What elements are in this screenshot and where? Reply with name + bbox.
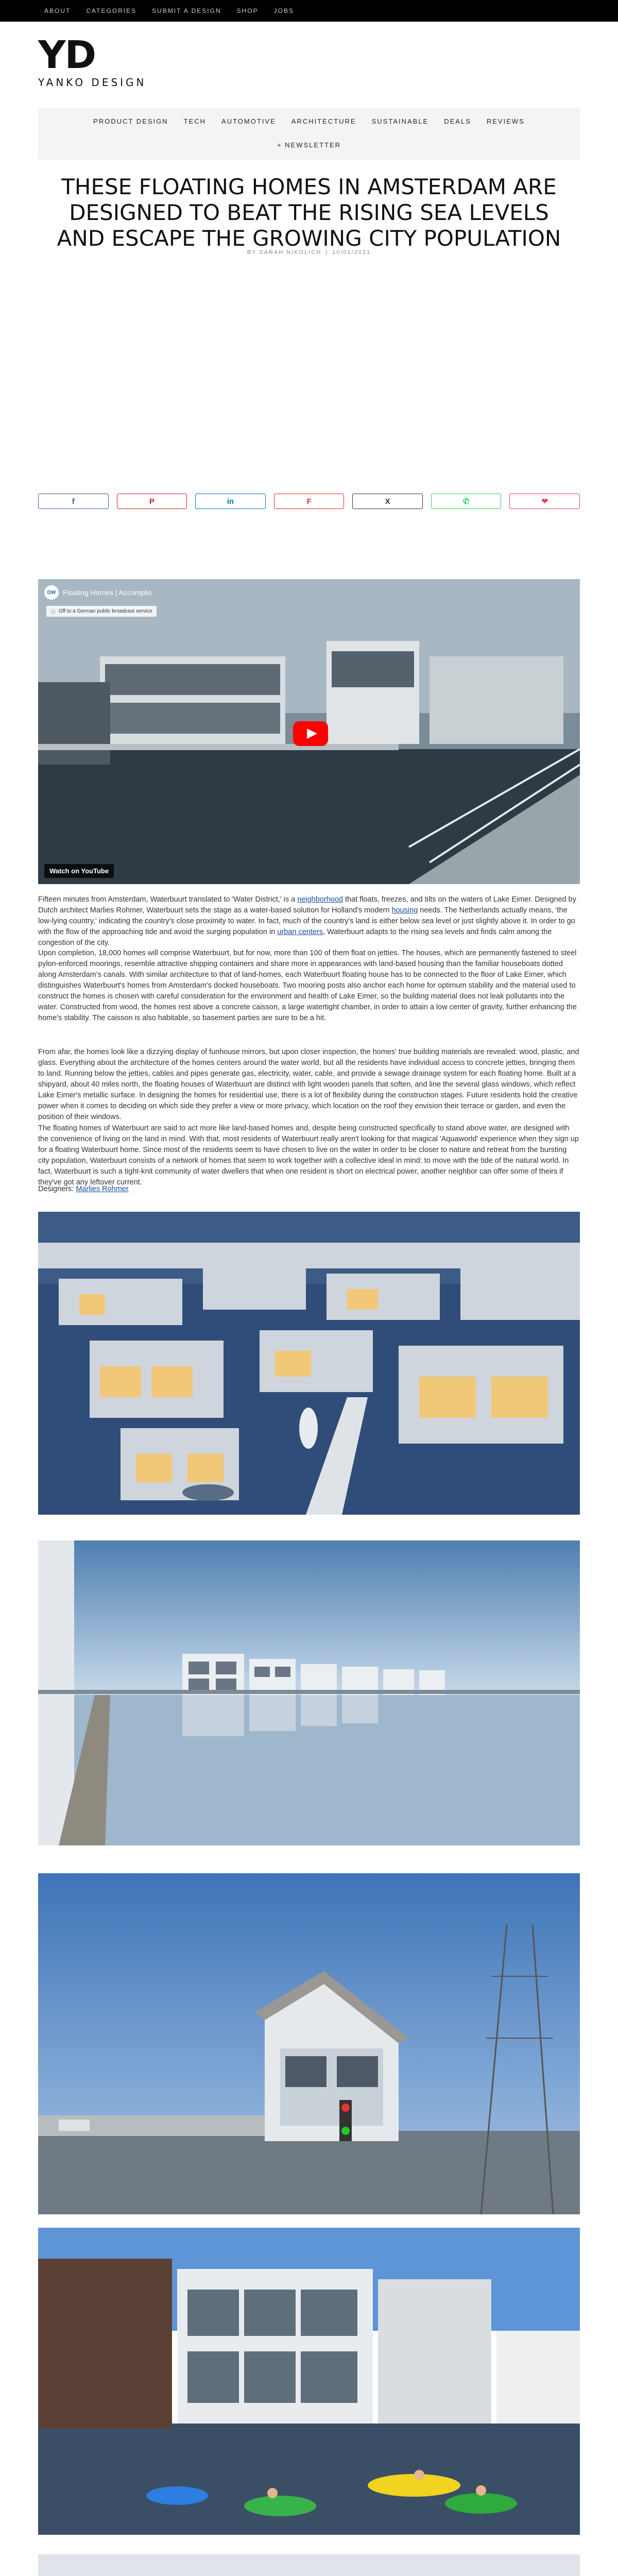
top-link-submit-design[interactable]: SUBMIT A DESIGN bbox=[152, 7, 221, 14]
share-linkedin-button[interactable] bbox=[195, 494, 266, 509]
flipboard-icon: F bbox=[306, 497, 312, 506]
nav-item-architecture[interactable]: ARCHITECTURE bbox=[291, 117, 356, 125]
channel-avatar: DW bbox=[44, 585, 59, 600]
site-logo[interactable] bbox=[38, 33, 157, 89]
article-image-2 bbox=[38, 1540, 580, 1845]
article-title: THESE FLOATING HOMES IN AMSTERDAM ARE DESIGNED TO BEAT THE RISING SEA LEVELS AND ESCAPE THE GROWING CITY POPULATION bbox=[57, 174, 561, 251]
pocket-icon: ❤ bbox=[541, 497, 548, 506]
article-image-5 bbox=[38, 2554, 580, 2576]
logo-mark: YD bbox=[38, 33, 96, 77]
pinterest-icon: P bbox=[149, 497, 154, 506]
link-neighborhood[interactable]: neighborhood bbox=[297, 895, 343, 904]
nav-item-automotive[interactable]: AUTOMOTIVE bbox=[221, 117, 276, 125]
article-byline bbox=[0, 249, 618, 256]
paragraph-text: Fifteen minutes from Amsterdam, Waterbuurt translated to 'Water District,' is a bbox=[38, 895, 298, 904]
designers-credit bbox=[38, 1185, 129, 1193]
nav-item-tech[interactable]: TECH bbox=[183, 117, 207, 125]
top-link-categories[interactable]: CATEGORIES bbox=[86, 7, 137, 14]
video-info-pill bbox=[46, 606, 157, 617]
article-paragraph-4: The floating homes of Waterbuurt are said to act more like land-based homes and, despite being constructed specifically to stand above water, are designed with the convenience of living on the land in mind. With that, most residents of Waterbuurt really aren't looking for that magical 'Aquaworld' experience when they sign up for a floating Waterbuurt home. Since most of the residents seem to have chosen to live on the water in order to be closer to nature and retreat from the bursting city population, Waterbuurt consists of a network of homes that seem to work together with a collective ideal in mind: to move with the tide of the natural world. In fact, Waterbuurt is such a tight-knit community of water dwellers that when one resident is short on electrical power, another neighbor can offer some of theirs if they've got any leftover current. bbox=[38, 1124, 579, 1187]
share-whatsapp-button[interactable] bbox=[431, 494, 502, 509]
watch-on-youtube-button[interactable]: Watch on YouTube bbox=[44, 864, 114, 878]
top-link-shop[interactable]: SHOP bbox=[236, 7, 259, 14]
paragraph-text: , Waterbuurt adapts to the rising sea levels and finds calm among the congestion of the city. bbox=[38, 928, 552, 947]
article-image-1 bbox=[38, 1212, 580, 1515]
main-navigation bbox=[38, 108, 580, 160]
logo-wordmark: YANKO DESIGN bbox=[38, 76, 147, 89]
share-pinterest-button[interactable] bbox=[117, 494, 187, 509]
share-facebook-button[interactable] bbox=[38, 494, 109, 509]
whatsapp-icon: ✆ bbox=[462, 497, 470, 506]
facebook-icon: f bbox=[72, 497, 75, 506]
link-urban-centers[interactable]: urban centers bbox=[277, 928, 323, 936]
article-paragraph-2: Upon completion, 18,000 homes will comprise Waterbuurt, but for now, more than 100 of them float on jetties. The houses, which are permanently fastened to steel pylon-enforced moorings, resemble attractive shipping containers and share more in appearances with land-based housing than the familiar houseboats dotted along Amsterdam's canals. With similar architecture to that of land-homes, each Waterbuurt floating house has to be connected to the floor of Lake Eimer, which distinguishes Waterbuurt's homes from Amsterdam's docked houseboats. Two mooring posts also anchor each home for optimum stability and the material used to construct the homes is chosen with careful consideration for the environment and health of Lake Eimer, so the building material does not leak pollutants into the water. Constructed from wood, the homes rest above a concrete caisson, a large watertight chamber, in order to attain a low center of gravity, further enhancing the home's stability. The caisson is also habitable, so basement parties are sure to be a hit. bbox=[38, 949, 577, 1022]
nav-item-newsletter[interactable]: + NEWSLETTER bbox=[277, 141, 341, 149]
designers-label: Designers: bbox=[38, 1185, 76, 1193]
youtube-video-embed[interactable] bbox=[38, 579, 580, 884]
article-image-4 bbox=[38, 2228, 580, 2535]
article-paragraph-1 bbox=[38, 894, 580, 948]
designer-link[interactable]: Marlies Rohmer bbox=[76, 1185, 129, 1193]
share-buttons bbox=[38, 494, 580, 509]
play-button-icon[interactable] bbox=[293, 721, 328, 746]
linkedin-icon: in bbox=[227, 497, 234, 506]
video-title[interactable]: Floating Homes | Accomplis bbox=[63, 588, 152, 597]
nav-item-reviews[interactable]: REVIEWS bbox=[486, 117, 525, 125]
article-paragraph-3: From afar, the homes look like a dizzying display of funhouse mirrors, but upon closer inspection, the homes' true building materials are revealed: wood, plastic, and glass. Everything about the architecture of the homes centers around the water world, but all the residents have individual access to concrete jetties, bringing them to land. Running below the jetties, cables and pipes generate gas, electricity, water, cable, and provide a sewage drainage system for each floating home. Built at a shipyard, about 40 miles north, the floating houses of Waterbuurt are distinct with light wooden panels that soften, and line the several glass windows, which reflect Lake Eimer's metallic surface. In designing the homes for residential use, there is a lot of flexibility during the construction stages. Future residents hold the creative power when it comes to deciding on which side they prefer a view or more privacy, which location on the roof they envision their terrace or garden, and even the position of their windows. bbox=[38, 1048, 579, 1121]
info-icon: ⓘ bbox=[50, 609, 56, 615]
article-image-3 bbox=[38, 1873, 580, 2214]
article-author[interactable]: BY SARAH NIKOLICH bbox=[247, 249, 322, 256]
paragraph-text: needs. The Netherlands actually means, 'the low-lying country,' indicating the country's close proximity to water. In fact, much of the country's land is either below sea level or just slightly above it. In order to go with the flow of the approaching tide and avoid the surging population in bbox=[38, 906, 575, 936]
article-date: 10/01/2021 bbox=[332, 249, 371, 256]
video-info-text: Off to a German public broadcast service bbox=[59, 608, 152, 614]
top-utility-bar bbox=[0, 0, 618, 22]
share-flipboard-button[interactable] bbox=[274, 494, 345, 509]
top-link-about[interactable]: ABOUT bbox=[44, 7, 71, 14]
nav-item-product-design[interactable]: PRODUCT DESIGN bbox=[93, 117, 168, 125]
paragraph-text: that floats, freezes, and tilts on the waters of Lake Eimer. Designed by Dutch architect Marlies Rohmer, Waterbuurt sets the stage as a water-based solution for Holland's modern bbox=[38, 895, 576, 914]
x-icon: X bbox=[385, 497, 390, 506]
top-link-jobs[interactable]: JOBS bbox=[273, 7, 294, 14]
video-channel[interactable] bbox=[44, 585, 151, 600]
share-pocket-button[interactable] bbox=[509, 494, 580, 509]
nav-item-sustainable[interactable]: SUSTAINABLE bbox=[371, 117, 429, 125]
share-x-button[interactable] bbox=[352, 494, 423, 509]
nav-item-deals[interactable]: DEALS bbox=[444, 117, 471, 125]
link-housing[interactable]: housing bbox=[391, 906, 418, 914]
byline-separator: | bbox=[325, 249, 329, 256]
top-utility-links bbox=[44, 0, 294, 22]
